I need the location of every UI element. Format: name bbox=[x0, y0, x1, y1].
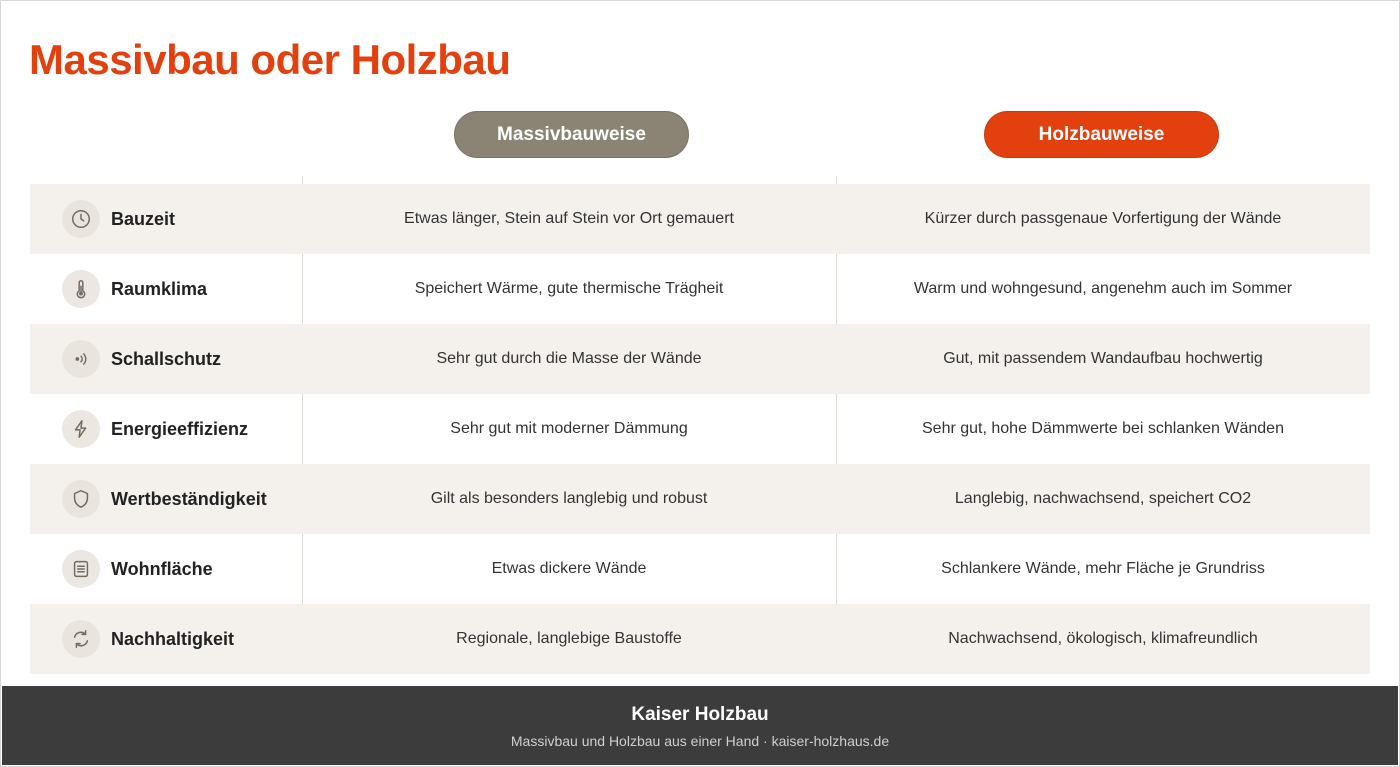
comparison-table bbox=[30, 184, 1370, 674]
table-row bbox=[30, 394, 1370, 464]
footer bbox=[2, 686, 1398, 765]
clock-icon bbox=[62, 200, 100, 238]
thermometer-icon bbox=[62, 270, 100, 308]
column-header-massivbauweise: Massivbauweise bbox=[454, 111, 689, 158]
row-label bbox=[30, 324, 302, 394]
table-row bbox=[30, 184, 1370, 254]
holz-value: Sehr gut, hohe Dämmwerte bei schlanken Wänden bbox=[922, 420, 1284, 437]
massiv-value: Regionale, langlebige Baustoffe bbox=[456, 630, 682, 647]
footer-tagline: Massivbau und Holzbau aus einer Hand · kaiser-holzhaus.de bbox=[510, 733, 890, 749]
row-label bbox=[30, 184, 302, 254]
sound-waves-icon bbox=[62, 340, 100, 378]
page-title: Massivbau oder Holzbau bbox=[29, 36, 511, 83]
row-label bbox=[30, 394, 302, 464]
table-row bbox=[30, 254, 1370, 324]
massiv-value: Etwas länger, Stein auf Stein vor Ort gemauert bbox=[404, 210, 734, 227]
row-label-text: Energieeffizienz bbox=[111, 418, 249, 439]
row-label bbox=[30, 254, 302, 324]
table-row bbox=[30, 324, 1370, 394]
column-header-holzbauweise: Holzbauweise bbox=[984, 111, 1219, 158]
holz-value: Warm und wohngesund, angenehm auch im Sommer bbox=[913, 280, 1293, 297]
holz-value: Nachwachsend, ökologisch, klimafreundlich bbox=[948, 630, 1258, 647]
massiv-value: Sehr gut durch die Masse der Wände bbox=[436, 350, 702, 367]
floorplan-icon bbox=[62, 550, 100, 588]
massiv-value: Sehr gut mit moderner Dämmung bbox=[450, 420, 688, 437]
row-label bbox=[30, 464, 302, 534]
massiv-value: Etwas dickere Wände bbox=[491, 560, 647, 577]
row-label-text: Wertbeständigkeit bbox=[111, 488, 267, 509]
holz-value: Langlebig, nachwachsend, speichert CO2 bbox=[954, 490, 1252, 507]
row-label-text: Schallschutz bbox=[111, 348, 222, 369]
holz-value: Schlankere Wände, mehr Fläche je Grundriss bbox=[941, 560, 1265, 577]
holz-value: Kürzer durch passgenaue Vorfertigung der Wände bbox=[924, 210, 1282, 227]
row-label-text: Raumklima bbox=[111, 278, 208, 299]
row-label bbox=[30, 534, 302, 604]
lightning-icon bbox=[62, 410, 100, 448]
holz-value: Gut, mit passendem Wandaufbau hochwertig bbox=[943, 350, 1263, 367]
row-label bbox=[30, 604, 302, 674]
table-row bbox=[30, 464, 1370, 534]
row-label-text: Bauzeit bbox=[111, 208, 176, 229]
table-row bbox=[30, 534, 1370, 604]
row-label-text: Nachhaltigkeit bbox=[111, 628, 235, 649]
massiv-value: Speichert Wärme, gute thermische Trägheit bbox=[414, 280, 724, 297]
massiv-value: Gilt als besonders langlebig und robust bbox=[430, 490, 708, 507]
recycle-arrows-icon bbox=[62, 620, 100, 658]
table-row bbox=[30, 604, 1370, 674]
footer-brand: Kaiser Holzbau bbox=[631, 704, 769, 725]
row-label-text: Wohnfläche bbox=[111, 558, 213, 579]
shield-icon bbox=[62, 480, 100, 518]
